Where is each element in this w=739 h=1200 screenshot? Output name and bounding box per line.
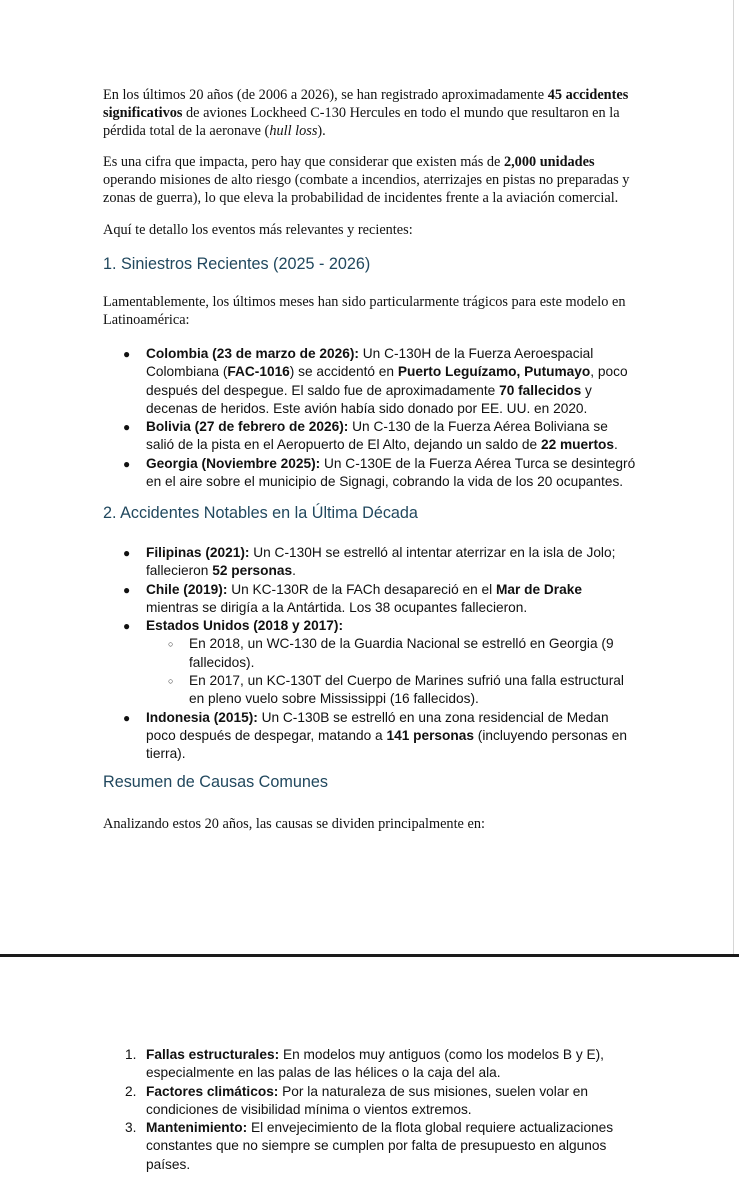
- text: En 2018, un WC-130 de la Guardia Nacional se estrelló en Georgia (9 fallecidos).: [189, 636, 614, 670]
- circle-bullet-icon: ○: [168, 639, 174, 650]
- list-item-indonesia: [123, 709, 638, 764]
- bullet-icon: ●: [123, 710, 131, 725]
- text: En 2017, un KC-130T del Cuerpo de Marines sufrió una falla estructural en pleno vuelo sobre Mississippi (16 fallecidos).: [189, 673, 624, 707]
- text: Un C-130 de la Fuerza Aérea Boliviana se salió de la pista en el Aeropuerto de El Alto, dejando un saldo de: [146, 419, 608, 453]
- sub-list-item-2018: [168, 635, 638, 672]
- bold-text: 45 accidentes significativos: [103, 87, 629, 121]
- bold-text: 52 personas: [212, 563, 293, 579]
- text: (incluyendo personas en tierra).: [146, 727, 627, 762]
- list-number: 1.: [125, 1047, 137, 1062]
- bold-text: Chile (2019):: [146, 581, 228, 597]
- recent-intro-paragraph: Lamentablemente, los últimos meses han sido particularmente trágicos para este modelo en Latinoamérica:: [103, 294, 626, 328]
- text: ) se accidentó en: [289, 364, 398, 380]
- circle-bullet-icon: ○: [168, 676, 174, 687]
- section-heading-notable: 2. Accidentes Notables en la Última Década: [103, 504, 418, 522]
- list-item-filipinas: [123, 544, 638, 581]
- cause-item: [125, 1083, 616, 1120]
- bold-text: Bolivia (27 de febrero de 2026):: [146, 419, 349, 435]
- list-item-estados-unidos: [123, 617, 638, 708]
- bullet-icon: ●: [123, 420, 131, 435]
- text: Es una cifra que impacta, pero hay que considerar que existen más de: [103, 154, 504, 170]
- context-paragraph: [103, 153, 643, 207]
- causes-intro-paragraph: Analizando estos 20 años, las causas se dividen principalmente en:: [103, 816, 485, 832]
- bold-text: 70 fallecidos: [499, 382, 582, 398]
- text: mientras se dirigía a la Antártida. Los 38 ocupantes fallecieron.: [146, 599, 528, 615]
- notable-accidents-list: [123, 544, 638, 764]
- intro-paragraph: [103, 86, 643, 140]
- bold-text: Mantenimiento:: [146, 1120, 248, 1136]
- bold-text: Factores climáticos:: [146, 1083, 279, 1099]
- text: En los últimos 20 años (de 2006 a 2026), se han registrado aproximadamente: [103, 87, 548, 103]
- text: Un C-130H de la Fuerza Aeroespacial Colombiana (: [146, 346, 594, 380]
- text: Un C-130H se estrelló al intentar aterrizar en la isla de Jolo; fallecieron: [146, 545, 616, 579]
- sub-list-item-2017: [168, 672, 638, 709]
- bold-text: Colombia (23 de marzo de 2026):: [146, 346, 359, 361]
- bold-text: FAC-1016: [227, 364, 290, 380]
- section-heading-recent: 1. Siniestros Recientes (2025 - 2026): [103, 255, 371, 273]
- bold-text: 22 muertos: [540, 437, 614, 453]
- cause-item: [125, 1119, 616, 1174]
- bold-text: Estados Unidos (2018 y 2017):: [146, 618, 344, 634]
- bold-text: Puerto Leguízamo, Putumayo: [397, 364, 591, 380]
- text: , poco después del despegue. El saldo fue de aproximadamente: [146, 364, 628, 398]
- bullet-icon: ●: [123, 582, 131, 597]
- page-divider: [0, 954, 739, 957]
- causes-list: [125, 1046, 616, 1174]
- bold-text: 141 personas: [386, 727, 474, 743]
- list-number: 3.: [125, 1120, 137, 1136]
- text: Un C-130B se estrelló en una zona residencial de Medan poco después de despegar, matando a: [146, 709, 609, 743]
- list-item-bolivia: [123, 418, 638, 455]
- text: ).: [317, 123, 326, 139]
- list-number: 2.: [125, 1083, 137, 1099]
- text: Por la naturaleza de sus misiones, suelen volar en condiciones de visibilidad mínima o vientos extremos.: [146, 1083, 589, 1117]
- bold-text: Georgia (Noviembre 2025):: [146, 455, 321, 471]
- bullet-icon: ●: [123, 347, 131, 361]
- bold-text: Mar de Drake: [495, 581, 582, 597]
- intro-list-paragraph: Aquí te detallo los eventos más relevantes y recientes:: [103, 222, 413, 238]
- bold-text: Fallas estructurales:: [146, 1047, 280, 1062]
- text: .: [292, 563, 296, 579]
- section-heading-causes: Resumen de Causas Comunes: [103, 773, 328, 791]
- bold-text: Filipinas (2021):: [146, 545, 250, 560]
- sub-list: [146, 635, 638, 708]
- text: Un KC-130R de la FACh desapareció en el: [227, 581, 496, 597]
- text: El envejecimiento de la flota global requiere actualizaciones constantes que no siempre se cumplen por falta de presupuesto en algunos países.: [146, 1120, 614, 1172]
- text: y decenas de heridos. Este avión había sido donado por EE. UU. en 2020.: [146, 382, 592, 416]
- text: En modelos muy antiguos (como los modelos B y E), especialmente en las palas de las hélices o la caja del ala.: [146, 1047, 604, 1081]
- cause-item: [125, 1046, 616, 1083]
- bullet-icon: ●: [123, 619, 131, 634]
- text: Un C-130E de la Fuerza Aérea Turca se desintegró en el aire sobre el municipio de Signagi, cobrando la vida de los 20 ocupantes.: [146, 455, 636, 490]
- text: .: [613, 437, 618, 453]
- bullet-icon: ●: [123, 546, 131, 560]
- recent-accidents-list: [123, 345, 638, 491]
- list-item-georgia: [123, 455, 638, 492]
- bold-text: Indonesia (2015):: [146, 709, 258, 725]
- text: operando misiones de alto riesgo (combate a incendios, aterrizajes en pistas no preparadas y zonas de guerra), lo que eleva la probabilidad de incidentes frente a la aviación comercial.: [103, 172, 630, 206]
- list-item-chile: [123, 581, 638, 618]
- italic-text: hull loss: [269, 123, 318, 139]
- text: de aviones Lockheed C-130 Hercules en todo el mundo que resultaron en la pérdida total de la aeronave (: [103, 105, 620, 139]
- list-item-colombia: [123, 345, 638, 418]
- bullet-icon: ●: [123, 456, 131, 471]
- bold-text: 2,000 unidades: [503, 154, 595, 170]
